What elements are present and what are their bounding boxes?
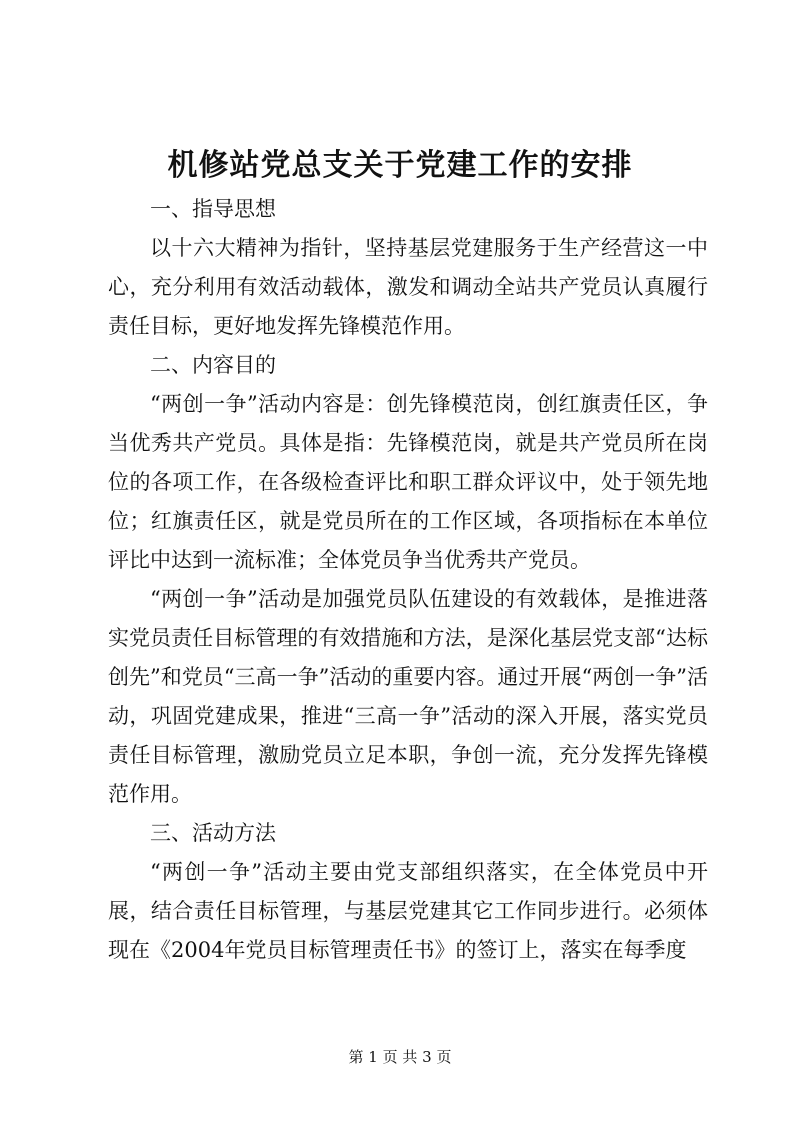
section-heading: 二、内容目的 xyxy=(150,353,276,377)
document-title: 机修站党总支关于党建工作的安排 xyxy=(167,148,633,183)
paragraph: “两创一争”活动内容是：创先锋模范岗，创红旗责任区，争当优秀共产党员。具体是指：先锋模范岗，就是共产党员所在岗位的各项工作，在各级检查评比和职工群众评议中，处于领先地位；红旗责任区，就是党员所在的工作区域，各项指标在本单位评比中达到一流标准；全体党员争当优秀共产党员。 xyxy=(108,392,708,572)
section-heading: 一、指导思想 xyxy=(150,197,276,221)
page-number: 第 1 页 共 3 页 xyxy=(348,1048,452,1066)
paragraph: “两创一争”活动主要由党支部组织落实，在全体党员中开展，结合责任目标管理，与基层党建其它工作同步进行。必须体现在《2004年党员目标管理责任书》的签订上，落实在每季度 xyxy=(108,860,708,962)
paragraph: “两创一争”活动是加强党员队伍建设的有效载体，是推进落实党员责任目标管理的有效措施和方法，是深化基层党支部“达标创先”和党员“三高一争”活动的重要内容。通过开展“两创一争”活动，巩固党建成果，推进“三高一争”活动的深入开展，落实党员责任目标管理，激励党员立足本职，争创一流，充分发挥先锋模范作用。 xyxy=(108,587,708,806)
section-heading: 三、活动方法 xyxy=(150,821,276,845)
document-body xyxy=(108,190,708,970)
paragraph: 以十六大精神为指针，坚持基层党建服务于生产经营这一中心，充分利用有效活动载体，激发和调动全站共产党员认真履行责任目标，更好地发挥先锋模范作用。 xyxy=(108,236,708,338)
